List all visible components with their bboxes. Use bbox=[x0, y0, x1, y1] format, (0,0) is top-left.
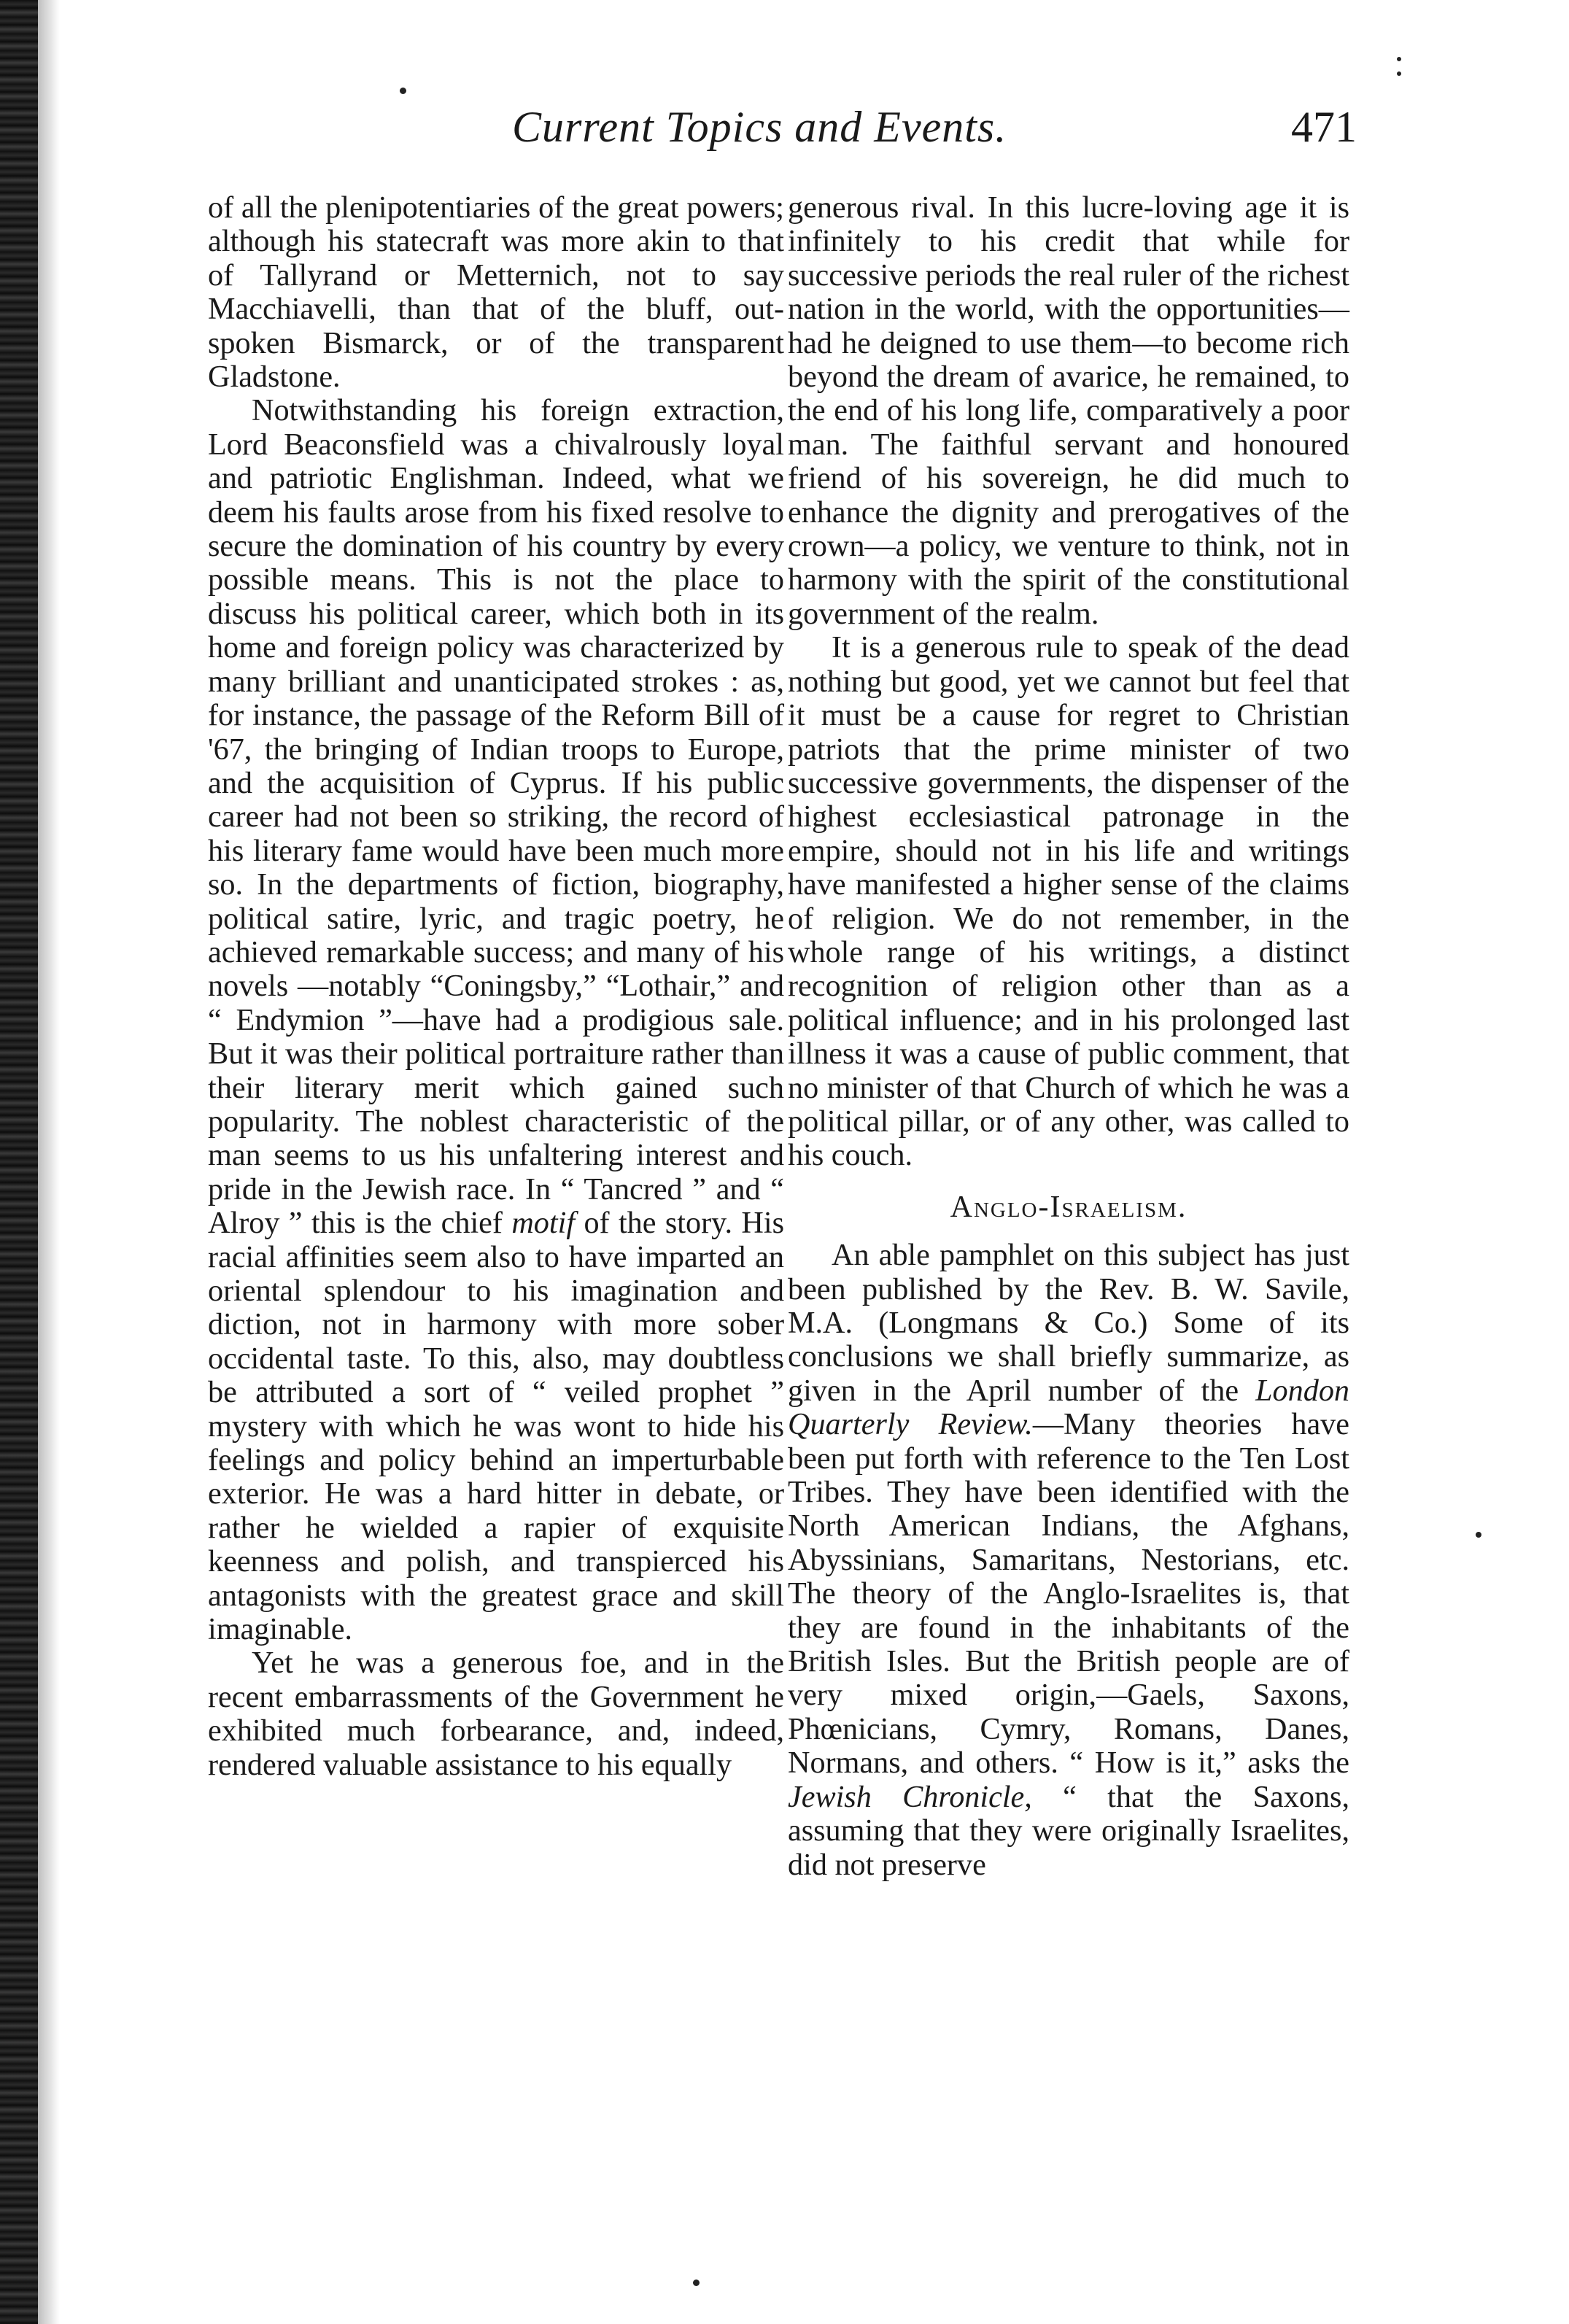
ink-speck bbox=[693, 2280, 700, 2286]
paragraph: Yet he was a generous foe, and in the recent embarrassments of the Government he exhibited much forbearance, and, indeed, rendered valuable assistance to his equally bbox=[208, 1646, 784, 1782]
paragraph bbox=[208, 394, 784, 1646]
paragraph: generous rival. In this lucre-loving age it is infinitely to his credit that while for successive periods the real ruler of the richest nation in the world, with the opportunities—had he deigned to use them—to become rich beyond the dream of avarice, he remained, to the end of his long life, comparatively a poor man. The faithful servant and honoured friend of his sovereign, he did much to enhance the dignity and prerogatives of the crown—a policy, we venture to think, not in harmony with the spirit of the constitutional government of the realm. bbox=[788, 190, 1349, 631]
paragraph: It is a generous rule to speak of the dead nothing but good, yet we cannot but feel that it must be a cause for regret to Christian patriots that the prime minister of two successive governments, the dispenser of the highest ecclesiastical patronage in the empire, should not in his life and writings have manifested a higher sense of the claims of religion. We do not remember, in the whole range of his writings, a distinct recognition of religion other than as a political influence; and in his prolonged last illness it was a cause of public comment, that no minister of that Church of which he was a political pillar, or of any other, was called to his couch. bbox=[788, 630, 1349, 1173]
ink-speck bbox=[400, 88, 406, 94]
ink-speck bbox=[1397, 57, 1401, 61]
italic-term: motif bbox=[511, 1206, 576, 1241]
section-heading: Anglo-Israelism. bbox=[950, 1190, 1188, 1224]
left-column bbox=[208, 191, 784, 1782]
paragraph-text: —Many theories have been put forth with reference to the Ten Lost Tribes. They have been identified with the North American Indians, the Afghans, Abyssinians, Samaritans, Nestorians, etc. The theory of the Anglo-Israelites is, that they are found in the inhabitants of the British Isles. But the British people are of very mixed origin,—Gaels, Saxons, Phœnicians, Cymry, Romans, Danes, Normans, and others. “ How is it,” asks the bbox=[788, 1407, 1350, 1781]
ink-speck bbox=[1397, 71, 1401, 76]
paragraph-text: of the story. His racial affinities seem also to have imparted an oriental splendour to his imagination and diction, not in harmony with more sober occidental taste. To this, also, may doubtless be attributed a sort of “ veiled prophet ” mystery with which he was wont to hide his feelings and policy behind an imperturbable exterior. He was a hard hitter in debate, or rather he wielded a rapier of exquisite keenness and polish, and transpierced his antagonists with the greatest grace and skill imaginable. bbox=[208, 1206, 785, 1647]
page-number: 471 bbox=[1291, 103, 1357, 151]
italic-publication: Jewish Chronicle, bbox=[788, 1779, 1032, 1814]
right-column bbox=[788, 191, 1349, 1882]
paragraph-text: An able pamphlet on this subject has just been published by the Rev. B. W. Savile, M.A. (Longmans & Co.) Some of its conclusions we shall briefly summarize, as given in the April number of the bbox=[788, 1238, 1349, 1408]
running-head bbox=[408, 102, 1357, 168]
paragraph-text: Notwithstanding his foreign extraction, Lord Beaconsfield was a chivalrously loyal and patriotic Englishman. Indeed, what we deem his faults arose from his fixed resolve to secure the domination of his country by every possible means. This is not the place to discuss his political career, which both in its home and foreign policy was characterized by many brilliant and unanticipated strokes : as, for instance, the passage of the Reform Bill of '67, the bringing of Indian troops to Europe, and the acquisition of Cyprus. If his public career had not been so striking, the record of his literary fame would have been much more so. In the departments of fiction, biography, political satire, lyric, and tragic poetry, he achieved remarkable success; and many of his novels —notably “Coningsby,” “Lothair,” and “ Endymion ”—have had a prodigious sale. But it was their political portraiture rather than their literary merit which gained such popularity. The noblest characteristic of the man seems to us his unfaltering interest and pride in the Jewish race. In “ Tancred ” and “ Alroy ” this is the chief bbox=[208, 393, 784, 1241]
page-binding-edge bbox=[0, 0, 38, 2324]
paragraph bbox=[788, 1239, 1349, 1882]
ink-speck bbox=[1476, 1532, 1481, 1538]
running-head-title: Current Topics and Events. bbox=[512, 103, 1007, 151]
italic-publication: London Quarterly Review. bbox=[788, 1373, 1350, 1442]
paragraph: of all the plenipotentiaries of the great powers; although his statecraft was more akin to that of Tallyrand or Metternich, not to say Macchiavelli, than that of the bluff, out-spoken Bismarck, or of the transparent Gladstone. bbox=[208, 190, 784, 395]
paragraph-text: “ that the Saxons, assuming that they were originally Israelites, did not preserve bbox=[788, 1779, 1350, 1882]
